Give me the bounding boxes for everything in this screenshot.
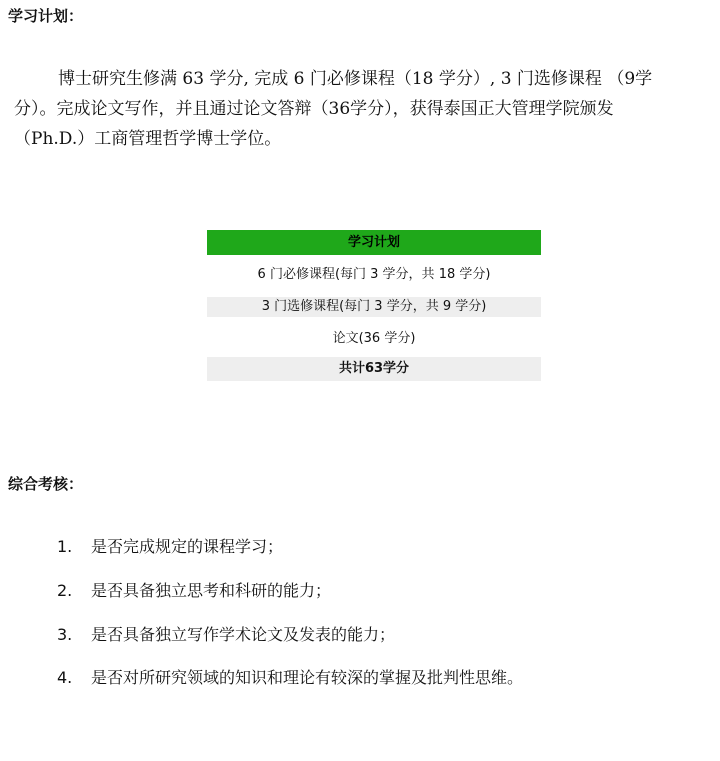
list-item [57, 663, 523, 693]
list-item-number: 2. [57, 581, 73, 600]
paragraph-line: 博士研究生修满 63 学分, 完成 6 门必修课程（18 学分）, 3 门选修课程 （9学 [58, 69, 653, 89]
table-header: 学习计划 [207, 230, 541, 255]
study-plan-paragraph [14, 64, 712, 154]
list-item-number: 4. [57, 668, 73, 687]
list-item-text: 是否具备独立思考和科研的能力； [91, 581, 332, 600]
list-item [57, 620, 395, 650]
list-item-number: 1. [57, 537, 73, 556]
paragraph-line: 分）。完成论文写作，并且通过论文答辩（36学分），获得泰国正大管理学院颁发 [14, 99, 614, 119]
list-item-text: 是否具备独立写作学术论文及发表的能力； [91, 625, 396, 644]
list-item-text: 是否对所研究领域的知识和理论有较深的掌握及批判性思维。 [91, 668, 524, 687]
list-item [57, 576, 331, 606]
list-item-number: 3. [57, 625, 73, 644]
table-row-thesis: 论文(36 学分) [207, 327, 541, 351]
list-item-text: 是否完成规定的课程学习； [91, 537, 284, 556]
assessment-heading: 综合考核： [8, 475, 84, 493]
table-row-required-courses: 6 门必修课程(每门 3 学分，共 18 学分) [207, 263, 541, 287]
paragraph-line: （Ph.D.）工商管理哲学博士学位。 [14, 129, 282, 149]
list-item [57, 532, 283, 562]
table-row-total: 共计63学分 [207, 357, 541, 381]
table-row-elective-courses: 3 门选修课程(每门 3 学分，共 9 学分) [207, 297, 541, 317]
study-plan-heading: 学习计划： [8, 7, 84, 25]
